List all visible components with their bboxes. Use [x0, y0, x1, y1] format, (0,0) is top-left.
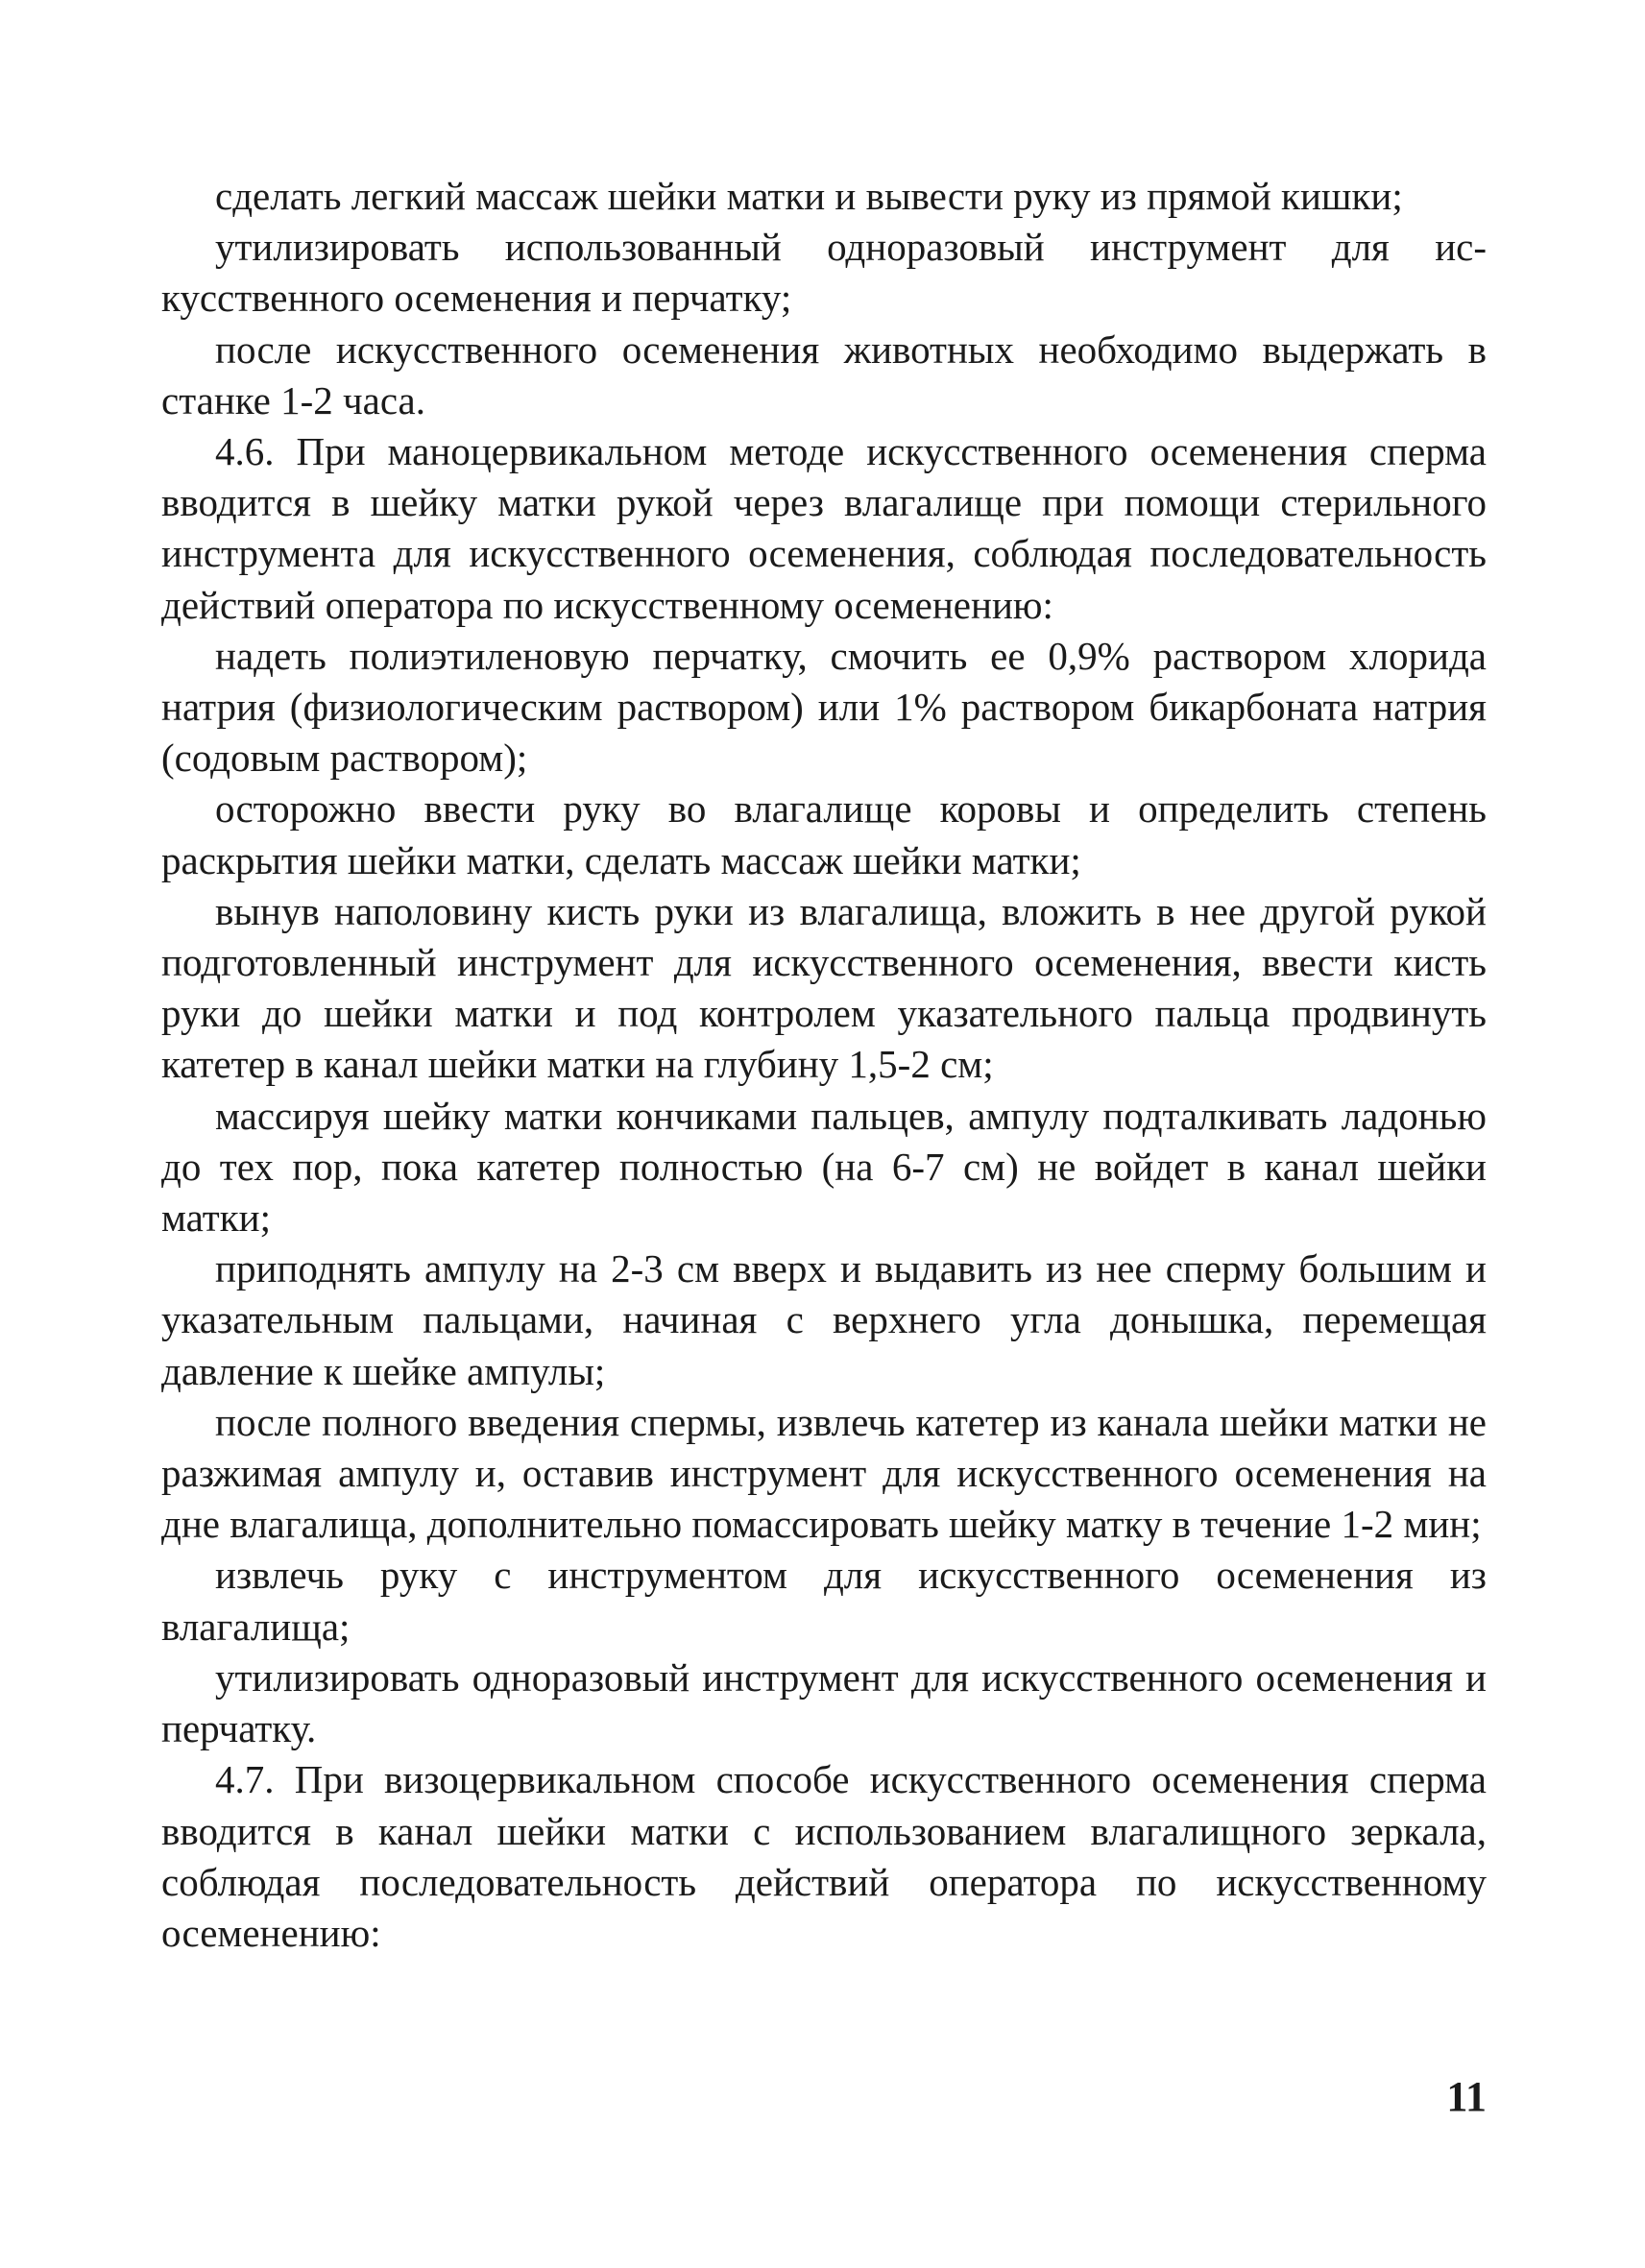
paragraph-dispose-single-use: утилизировать одноразовый инструмент для искусственного осеменения и перчатку. [161, 1654, 1487, 1751]
page-body [161, 171, 1487, 1959]
paragraph-extract-hand: извлечь руку с инструментом для искусственного осеменения из влагалища; [161, 1553, 1487, 1649]
paragraph-massage-push: массируя шейку матки кончиками пальцев, ампулу подталкивать ладонью до тех пор, пока катетер полностью (на 6-7 см) не войдет в канал шейки матки; [161, 1093, 1487, 1241]
paragraph-hold-in-stall: после искусственного осеменения животных необходимо выдержать в станке 1-2 часа. [161, 326, 1487, 422]
paragraph-extract-catheter: после полного введения спермы, извлечь катетер из канала шейки матки не разжимая ампулу и, оставив инструмент для искусственного осеменения на дне влагалища, дополнительно помассировать шейку матку в течение 1-2 мин; [161, 1399, 1487, 1547]
paragraph-insert-hand: осторожно ввести руку во влагалище коровы и определить степень раскрытия шейки матки, сделать массаж шейки матки; [161, 786, 1487, 882]
paragraph-section-4-6: 4.6. При маноцервикальном методе искусственного осеменения сперма вводится в шейку матки рукой через влагалище при помощи стерильного инструмента для искусственного осеменения, соблюдая последовательность действий оператора по искусственному осеменению: [161, 429, 1487, 627]
paragraph-catheter: вынув наполовину кисть руки из влагалища, вложить в нее другой рукой подготовленный инструмент для искусственного осеменения, ввести кисть руки до шейки матки и под контролем указательного пальца продвинуть катетер в канал шейки матки на глубину 1,5-2 см; [161, 888, 1487, 1087]
page-number: 11 [1446, 2073, 1487, 2120]
paragraph-glove: надеть полиэтиленовую перчатку, смочить ее 0,9% раствором хлорида натрия (физиологическим раствором) или 1% раствором бикарбоната натрия (содовым раствором); [161, 633, 1487, 781]
paragraph-dispose-instrument: утилизировать использованный одноразовый инструмент для искусственного осеменения и перчатку; [161, 225, 1487, 321]
paragraph-massage: сделать легкий массаж шейки матки и вывести руку из прямой кишки; [215, 174, 1403, 218]
paragraph-section-4-7: 4.7. При визоцервикальном способе искусственного осеменения сперма вводится в канал шейки матки с использованием влагалищного зеркала, соблюдая последовательность действий оператора по искусственному осеменению: [161, 1757, 1487, 1955]
paragraph-squeeze-ampoule: приподнять ампулу на 2-3 см вверх и выдавить из нее сперму большим и указательным пальцами, начиная с верхнего угла донышка, перемещая давление к шейке ампулы; [161, 1246, 1487, 1393]
